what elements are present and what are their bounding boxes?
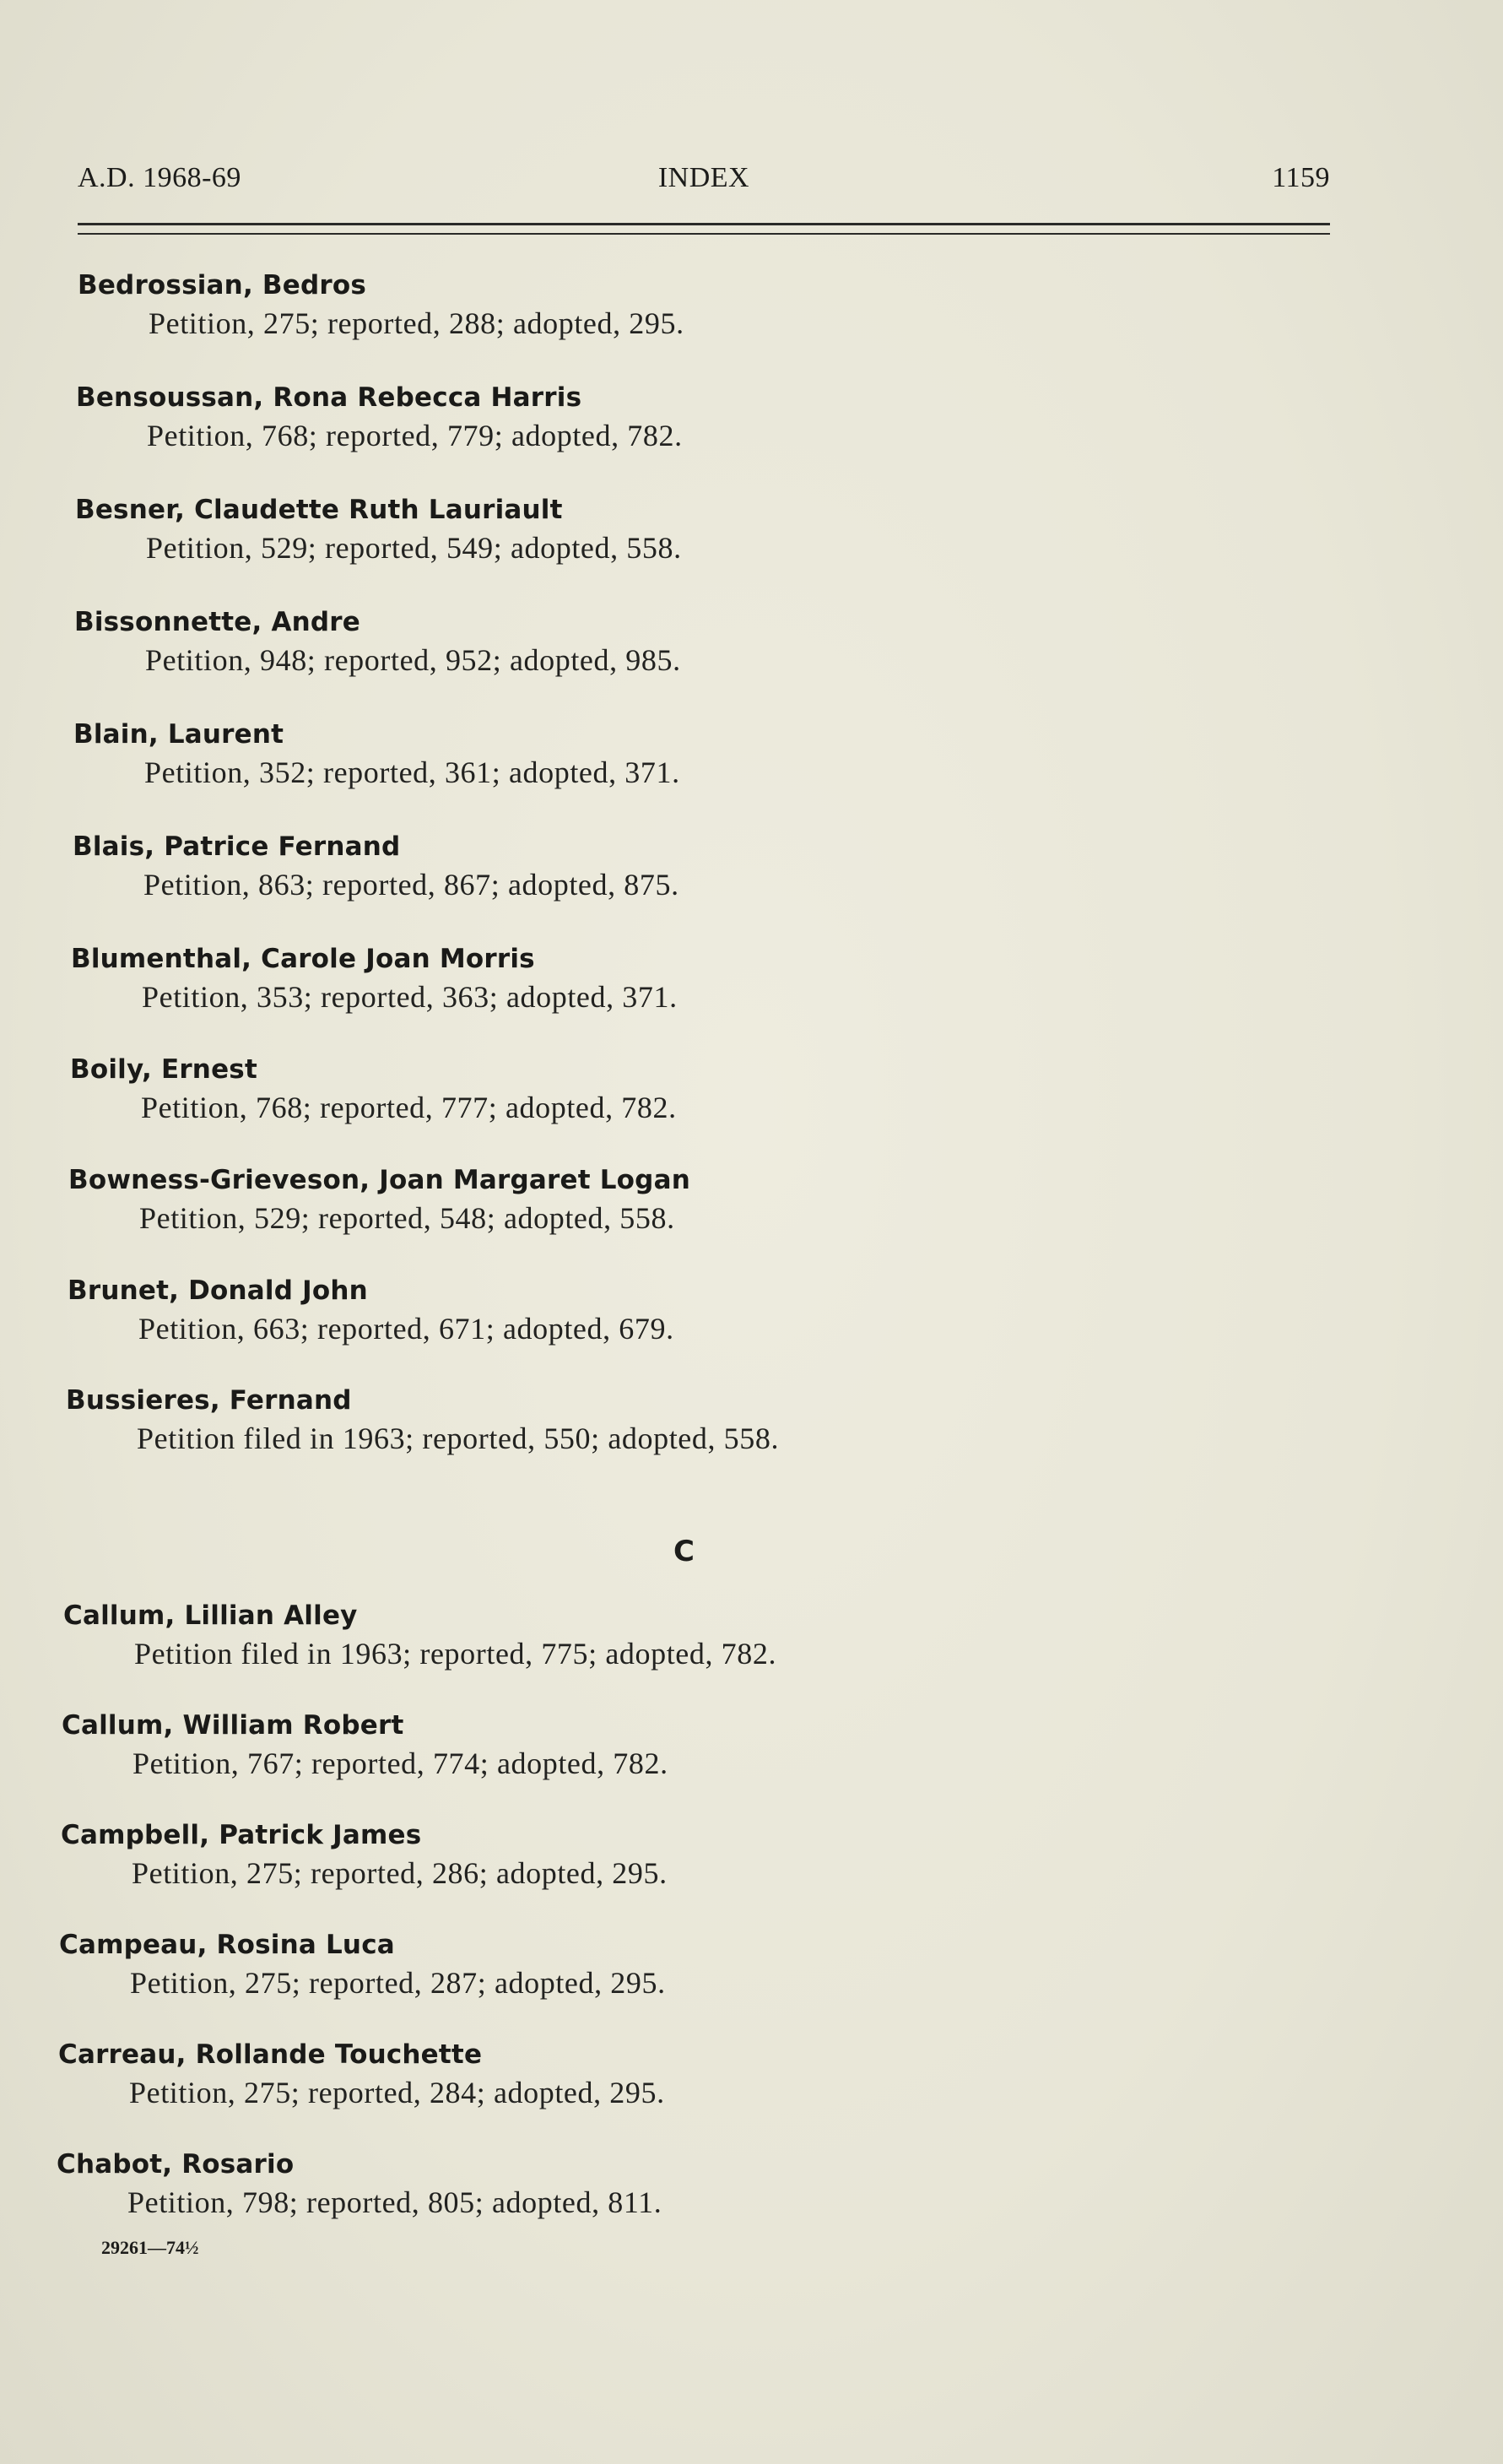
entry-name: Bowness-Grieveson, Joan Margaret Logan [68,1165,690,1195]
index-entry [71,944,678,1015]
header-year-range: A.D. 1968-69 [78,162,241,193]
index-entry [73,719,680,790]
entry-name: Chabot, Rosario [57,2149,295,2180]
index-entry [78,270,684,341]
entry-name: Bedrossian, Bedros [78,270,366,301]
index-entry [62,1710,668,1781]
entry-detail: Petition, 798; reported, 805; adopted, 811. [127,2185,662,2219]
index-entry [57,2149,662,2220]
entry-name: Besner, Claudette Ruth Lauriault [75,495,563,525]
section-letter-c: C [673,1535,695,1568]
entry-detail: Petition, 275; reported, 284; adopted, 295. [129,2076,665,2109]
entry-name: Bissonnette, Andre [74,607,361,637]
header-rule-bottom [78,233,1330,235]
entry-detail: Petition, 275; reported, 287; adopted, 295. [130,1966,666,2000]
index-entry [61,1820,668,1891]
entry-name: Blumenthal, Carole Joan Morris [71,944,535,974]
entry-name: Blais, Patrice Fernand [73,831,401,862]
page-header [78,162,1330,204]
footer-print-code: 29261—74½ [101,2237,199,2258]
index-entry [63,1600,776,1671]
index-entry [68,1275,674,1346]
entry-detail: Petition, 663; reported, 671; adopted, 679. [138,1312,674,1346]
entry-detail: Petition, 768; reported, 777; adopted, 782. [141,1091,677,1124]
entry-name: Bensoussan, Rona Rebecca Harris [76,382,582,413]
entry-detail: Petition, 352; reported, 361; adopted, 371. [144,755,680,789]
index-entry [59,1930,666,2001]
entry-name: Bussieres, Fernand [66,1385,352,1416]
index-entry [66,1385,779,1456]
entry-name: Campeau, Rosina Luca [59,1930,395,1960]
entry-name: Callum, William Robert [62,1710,404,1741]
entry-name: Carreau, Rollande Touchette [58,2039,483,2070]
entry-name: Boily, Ernest [70,1054,257,1085]
header-rule-top [78,223,1330,225]
entry-detail: Petition, 275; reported, 286; adopted, 295. [132,1856,668,1890]
entry-name: Campbell, Patrick James [61,1820,422,1850]
entry-detail: Petition filed in 1963; reported, 775; adopted, 782. [134,1637,777,1671]
index-entry [73,831,679,902]
entry-detail: Petition filed in 1963; reported, 550; adopted, 558. [137,1422,780,1455]
entry-detail: Petition, 529; reported, 549; adopted, 558. [146,531,682,565]
index-entry [58,2039,665,2110]
entry-name: Blain, Laurent [73,719,284,750]
entry-name: Callum, Lillian Alley [63,1600,358,1631]
index-entry [68,1165,690,1236]
entry-detail: Petition, 767; reported, 774; adopted, 782. [132,1746,668,1780]
header-title: INDEX [657,162,750,193]
entry-detail: Petition, 768; reported, 779; adopted, 782. [147,419,683,452]
index-entry [75,495,682,566]
page-number: 1159 [1272,162,1330,193]
entry-detail: Petition, 529; reported, 548; adopted, 558. [139,1201,675,1235]
entry-detail: Petition, 353; reported, 363; adopted, 371. [142,980,678,1014]
entry-detail: Petition, 275; reported, 288; adopted, 295. [149,306,684,340]
entry-detail: Petition, 863; reported, 867; adopted, 875. [143,868,679,902]
entry-detail: Petition, 948; reported, 952; adopted, 985. [145,643,681,677]
index-entry [74,607,681,678]
index-entry [70,1054,677,1125]
entry-name: Brunet, Donald John [68,1275,368,1306]
index-entry [76,382,683,453]
